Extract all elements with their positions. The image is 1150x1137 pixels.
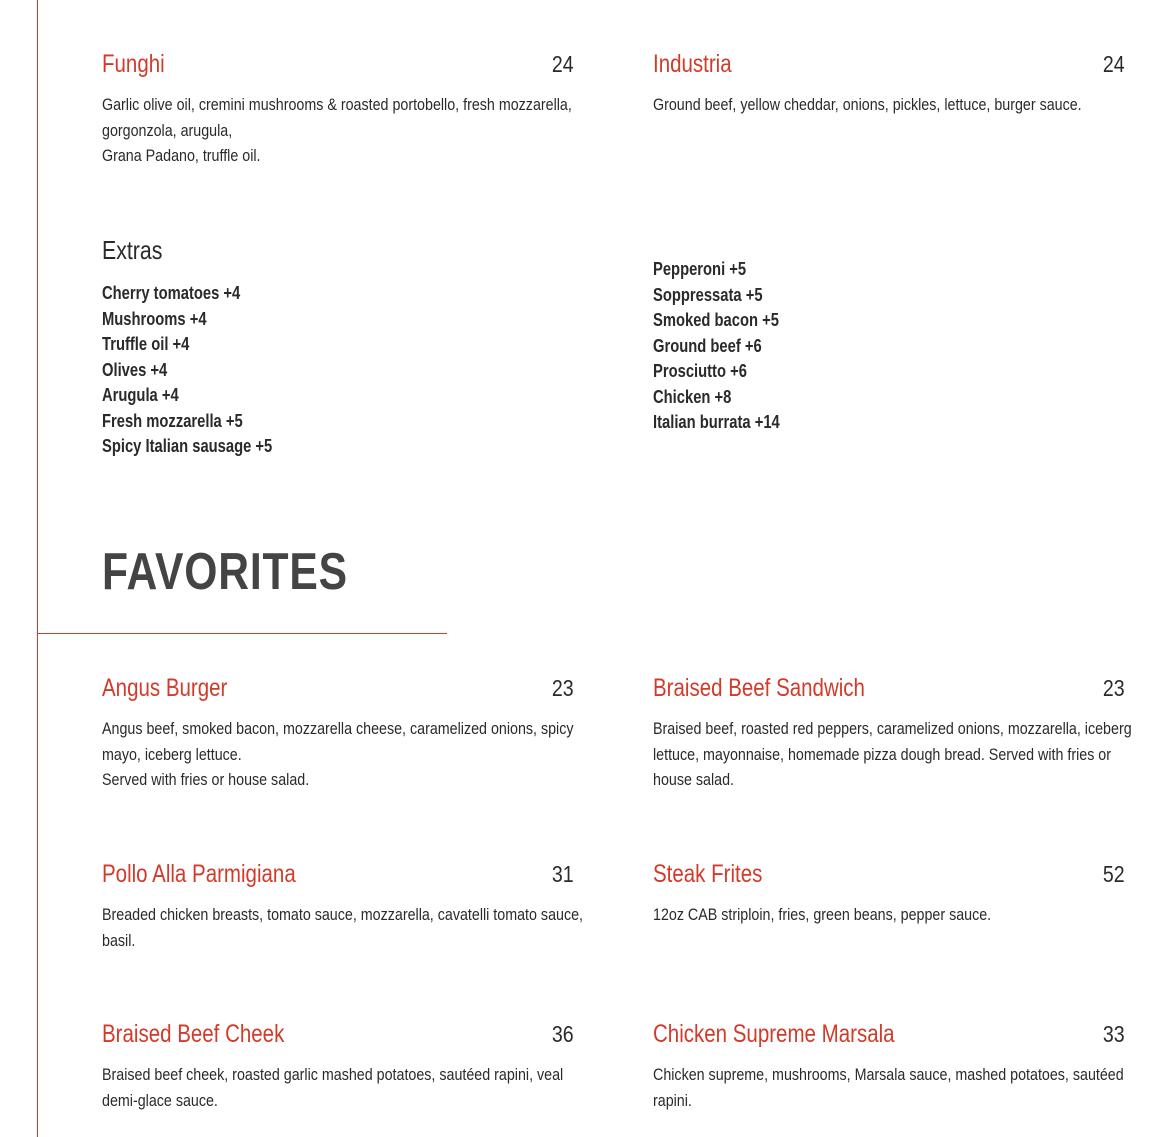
description-line: Angus beef, smoked bacon, mozzarella cheese, caramelized onions, spicy [102,719,574,738]
description-line: Ground beef, yellow cheddar, onions, pickles, lettuce, burger sauce. [653,95,1082,114]
left-margin-rule [37,0,38,1137]
menu-item-name: Pollo Alla Parmigiana [102,860,296,888]
extras-heading: Extras [102,235,163,265]
menu-item-angus-burger [102,673,574,793]
description-line: demi-glace sauce. [102,1090,218,1110]
menu-item-description [653,1062,1123,1113]
extra-option: Cherry tomatoes +4 [102,283,241,303]
description-line: rapini. [653,1090,692,1110]
description-line: Grana Padano, truffle oil. [102,146,261,165]
menu-item-chicken-supreme-marsala [653,1019,1125,1113]
section-title-favorites: FAVORITES [102,543,348,601]
extra-option: Smoked bacon +5 [653,310,779,330]
menu-item-description [653,716,1132,793]
extra-option: Mushrooms +4 [102,308,207,329]
extra-option: Fresh mozzarella +5 [102,410,243,431]
description-line: Served with fries or house salad. [102,770,310,789]
menu-item-name: Angus Burger [102,674,228,702]
menu-item-steak-frites [653,859,1125,928]
menu-item-description [653,902,1123,928]
description-line: Braised beef cheek, roasted garlic mashed potatoes, sautéed rapini, veal [102,1065,564,1084]
extra-option: Chicken +8 [653,386,732,407]
menu-item-price: 31 [552,861,574,887]
extra-option: Truffle oil +4 [102,334,190,354]
menu-item-price: 23 [552,675,574,701]
menu-item-description [102,92,572,169]
description-line: Chicken supreme, mushrooms, Marsala sauce, mashed potatoes, sautéed [653,1065,1124,1084]
menu-item-funghi [102,49,574,169]
description-line: lettuce, mayonnaise, homemade pizza dough bread. Served with fries or [653,744,1112,764]
description-line: Braised beef, roasted red peppers, caramelized onions, mozzarella, iceberg [653,719,1132,738]
description-line: mayo, iceberg lettuce. [102,744,242,764]
menu-item-price: 24 [552,51,574,77]
menu-item-description [102,902,584,953]
menu-item-description [653,92,1123,118]
menu-item-name: Steak Frites [653,860,763,888]
menu-item-name: Industria [653,50,732,78]
description-line: house salad. [653,770,734,789]
extra-option: Soppressata +5 [653,284,763,305]
description-line: 12oz CAB striploin, fries, green beans, pepper sauce. [653,905,992,924]
menu-item-industria [653,49,1125,118]
extra-option: Pepperoni +5 [653,259,747,279]
description-line: basil. [102,930,136,950]
menu-item-name: Braised Beef Sandwich [653,674,865,702]
section-divider-rule [37,633,447,634]
menu-item-price: 52 [1103,861,1125,887]
menu-item-price: 24 [1103,51,1125,77]
description-line: Garlic olive oil, cremini mushrooms & roasted portobello, fresh mozzarella, [102,95,572,114]
menu-item-price: 33 [1103,1021,1125,1047]
extra-option: Italian burrata +14 [653,412,780,432]
menu-item-name: Braised Beef Cheek [102,1020,285,1048]
extra-option: Spicy Italian sausage +5 [102,436,273,456]
description-line: Breaded chicken breasts, tomato sauce, mozzarella, cavatelli tomato sauce, [102,905,584,924]
extra-option: Ground beef +6 [653,335,762,356]
menu-item-price: 36 [552,1021,574,1047]
extras-list-left [102,281,310,460]
menu-item-braised-beef-sandwich [653,673,1132,793]
menu-item-pollo-alla-parmigiana [102,859,584,953]
menu-item-braised-beef-cheek [102,1019,574,1113]
menu-item-price: 23 [1103,675,1125,701]
menu-item-description [102,716,572,793]
extra-option: Prosciutto +6 [653,361,747,381]
extras-list-right [653,257,808,436]
menu-item-description [102,1062,572,1113]
menu-item-name: Funghi [102,50,165,78]
description-line: gorgonzola, arugula, [102,120,233,140]
extra-option: Olives +4 [102,359,168,380]
menu-item-name: Chicken Supreme Marsala [653,1020,895,1048]
extra-option: Arugula +4 [102,385,179,405]
